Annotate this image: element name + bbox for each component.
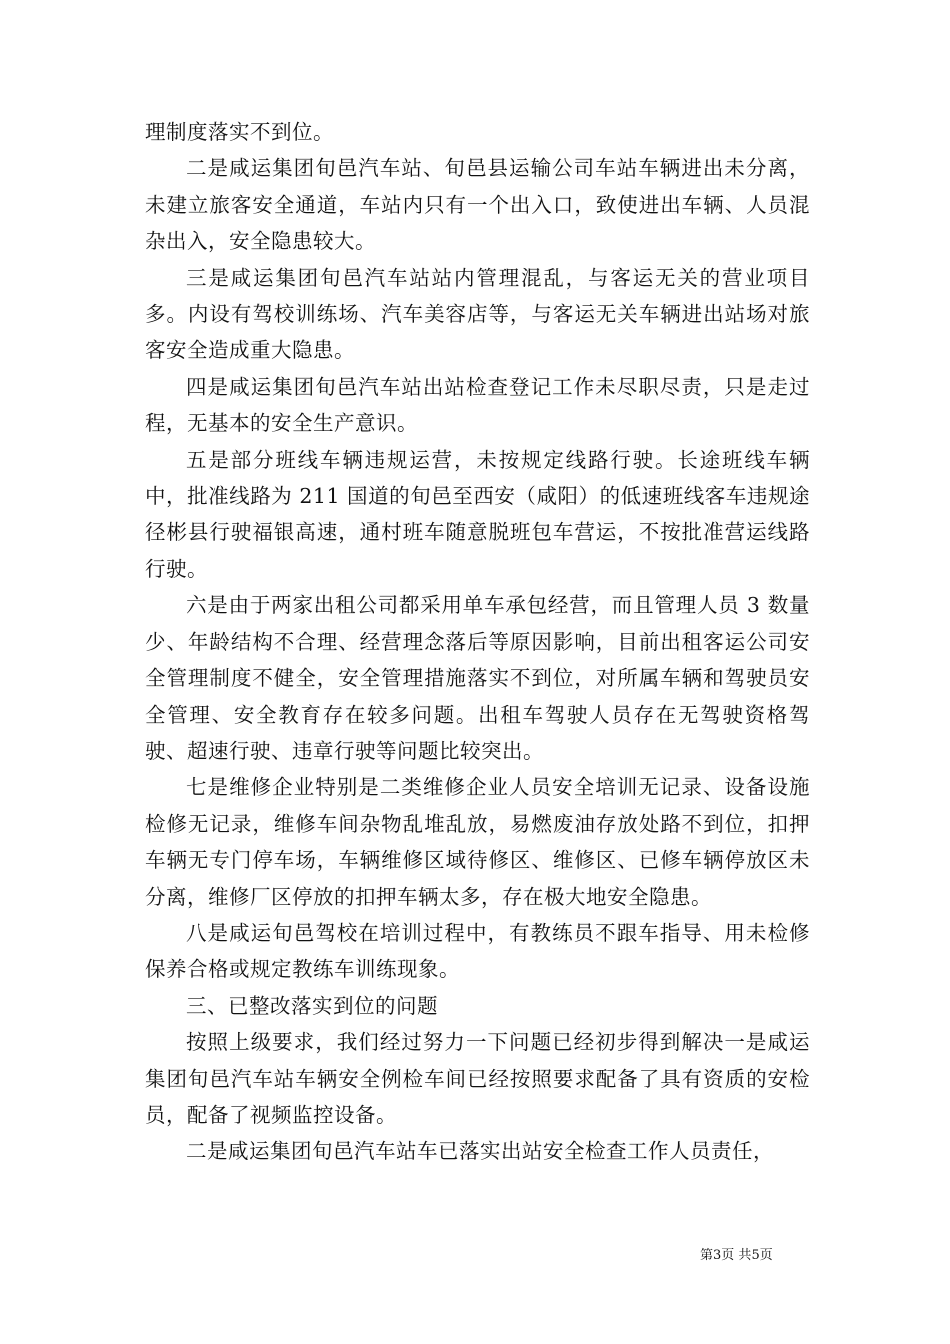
- paragraph-item-4: 四是咸运集团旬邑汽车站出站检查登记工作未尽职尽责，只是走过程，无基本的安全生产意识。: [145, 374, 810, 436]
- paragraph-item-8: 八是咸运旬邑驾校在培训过程中，有教练员不跟车指导、用未检修保养合格或规定教练车训练现象。: [145, 920, 810, 982]
- paragraph-item-2: 二是咸运集团旬邑汽车站、旬邑县运输公司车站车辆进出未分离，未建立旅客安全通道，车站内只有一个出入口，致使进出车辆、人员混杂出入，安全隐患较大。: [145, 156, 810, 254]
- footer-suffix: 页: [759, 1248, 773, 1263]
- footer-total-pages: 5: [751, 1248, 760, 1263]
- paragraph-item-6: 六是由于两家出租公司都采用单车承包经营，而且管理人员 3 数量少、年龄结构不合理、经营理念落后等原因影响，目前出租客运公司安全管理制度不健全，安全管理措施落实不到位，对所属车辆和驾驶员安全管理、安全教育存在较多问题。出租车驾驶人员存在无驾驶资格驾驶、超速行驶、违章行驶等问题比较突出。: [145, 593, 810, 763]
- section-heading: 三、已整改落实到位的问题: [186, 993, 438, 1018]
- footer-page-number: 3: [713, 1248, 722, 1263]
- paragraph-rectified-intro: 按照上级要求，我们经过努力一下问题已经初步得到解决一是咸运集团旬邑汽车站车辆安全例检车间已经按照要求配备了具有资质的安检员，配备了视频监控设备。: [145, 1030, 810, 1127]
- footer-prefix: 第: [700, 1248, 714, 1263]
- page-footer: [700, 1248, 773, 1264]
- paragraph-continuation: 理制度落实不到位。: [145, 120, 334, 144]
- footer-middle: 页 共: [721, 1248, 752, 1263]
- paragraph-rectified-2: 二是咸运集团旬邑汽车站车已落实出站安全检查工作人员责任，: [186, 1139, 774, 1164]
- document-body: [145, 114, 810, 1170]
- paragraph-item-5: 五是部分班线车辆违规运营，未按规定线路行驶。长途班线车辆中，批准线路为 211 国道的旬邑至西安（咸阳）的低速班线客车违规途径彬县行驶福银高速，通村班车随意脱班包车营运，不按批准营运线路行驶。: [145, 447, 810, 581]
- paragraph-item-7: 七是维修企业特别是二类维修企业人员安全培训无记录、设备设施检修无记录，维修车间杂物乱堆乱放，易燃废油存放处路不到位，扣押车辆无专门停车场，车辆维修区域待修区、维修区、已修车辆停放区未分离，维修厂区停放的扣押车辆太多，存在极大地安全隐患。: [145, 775, 810, 909]
- paragraph-item-3: 三是咸运集团旬邑汽车站站内管理混乱，与客运无关的营业项目多。内设有驾校训练场、汽车美容店等，与客运无关车辆进出站场对旅客安全造成重大隐患。: [145, 265, 810, 363]
